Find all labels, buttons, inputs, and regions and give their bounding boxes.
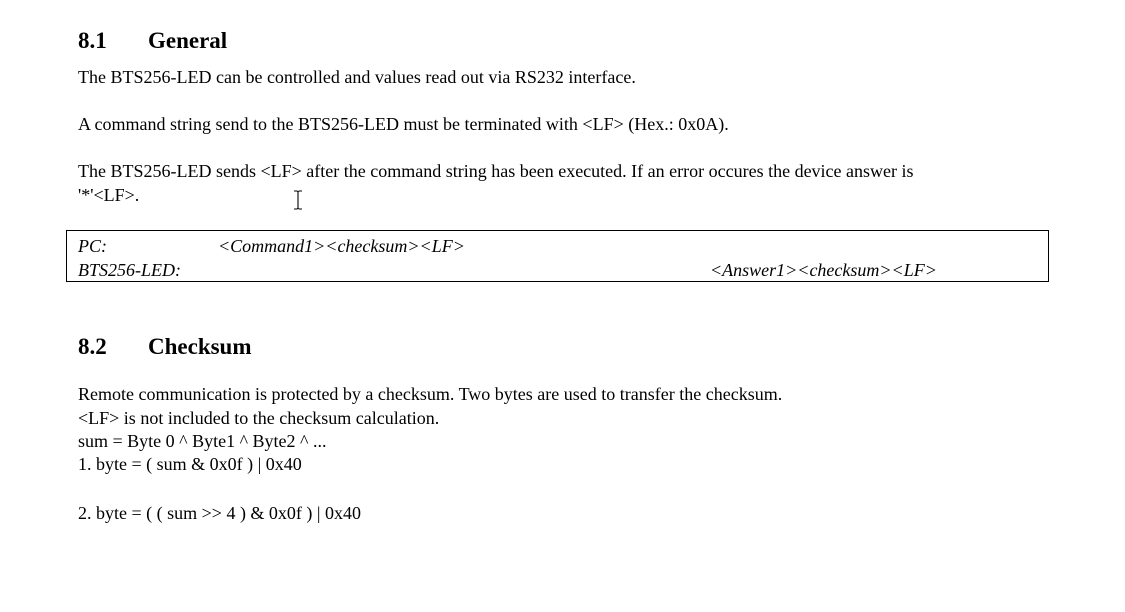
- device-label: BTS256-LED:: [78, 260, 181, 280]
- command-format-box: [66, 230, 1049, 282]
- pc-command-value: <Command1><checksum><LF>: [218, 236, 465, 256]
- checksum-byte2-formula: 2. byte = ( ( sum >> 4 ) & 0x0f ) | 0x40: [78, 503, 362, 523]
- text-cursor-icon: [292, 190, 304, 210]
- pc-label: PC:: [78, 236, 107, 256]
- section-title: General: [148, 28, 228, 53]
- paragraph-error-answer: '*'<LF>.: [78, 185, 140, 205]
- checksum-lf-note: <LF> is not included to the checksum calculation.: [78, 408, 440, 428]
- paragraph-response: The BTS256-LED sends <LF> after the command string has been executed. If an error occures the device answer is: [78, 161, 914, 181]
- section-number: 8.2: [78, 334, 107, 359]
- paragraph-termination: A command string send to the BTS256-LED must be terminated with <LF> (Hex.: 0x0A).: [78, 114, 729, 134]
- checksum-description: Remote communication is protected by a checksum. Two bytes are used to transfer the checksum.: [78, 384, 783, 404]
- checksum-sum-formula: sum = Byte 0 ^ Byte1 ^ Byte2 ^ ...: [78, 431, 327, 451]
- device-answer-value: <Answer1><checksum><LF>: [710, 260, 937, 280]
- section-number: 8.1: [78, 28, 107, 53]
- section-title: Checksum: [148, 334, 252, 359]
- checksum-byte1-formula: 1. byte = ( sum & 0x0f ) | 0x40: [78, 454, 302, 474]
- paragraph-interface: The BTS256-LED can be controlled and values read out via RS232 interface.: [78, 67, 636, 87]
